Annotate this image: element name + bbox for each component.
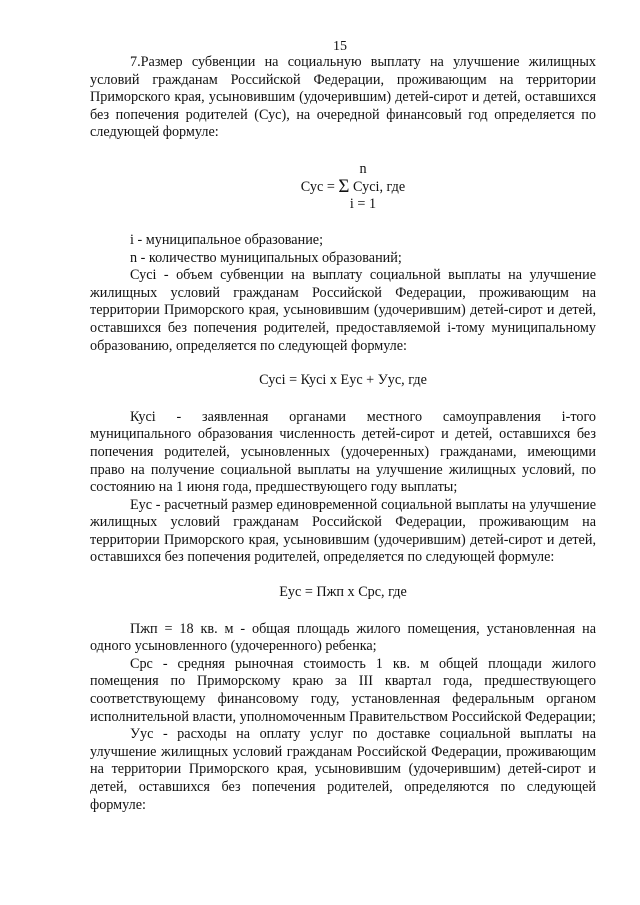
page-number: 15 (333, 39, 347, 54)
sum-formula-left: Сус = (300, 178, 335, 195)
sum-formula-right: Сусi, где (353, 178, 406, 195)
definition-item: Кусi - заявленная органами местного самоуправления i-того муниципального образования численность детей-сирот и детей, оставшихся без попечения родителей, усыновленных (удочеренных) гражданами, имеющими право на получение социальной выплаты на улучшение жилищных условий, по состоянию на 1 июня года, предшествующего году выплаты; (90, 408, 596, 496)
definition-item: Срс - средняя рыночная стоимость 1 кв. м общей площади жилого помещения по Приморскому краю за III квартал года, предшествующего соответствующему финансовому году, установленная федеральным органом исполнительной власти, уполномоченным Правительством Российской Федерации; (90, 655, 596, 725)
sigma-symbol: Σ (338, 175, 350, 197)
definition-item: Еус - расчетный размер единовременной социальной выплаты на улучшение жилищных условий гражданам Российской Федерации, проживающим на территории Приморского края, усыновившим (удочерившим) детей-сирот и детей, оставшихся без попечения родителей, определяется по следующей формуле: (90, 496, 596, 566)
definitions-list-1 (90, 232, 596, 355)
intro-paragraph: 7.Размер субвенции на социальную выплату на улучшение жилищных условий гражданам Российской Федерации, проживающим на территории Приморского края, усыновившим (удочерившим) детей-сирот и детей, оставшихся без попечения родителей (Сус), на очередной финансовый год определяется по следующей формуле: (90, 54, 596, 141)
definitions-list-2 (90, 409, 596, 567)
document-body (90, 54, 596, 814)
sum-upper-limit: n (359, 160, 367, 177)
definition-item: Пжп = 18 кв. м - общая площадь жилого помещения, установленная на одного усыновленного (удочеренного) ребенка; (90, 620, 596, 655)
definition-item: i - муниципальное образование; (130, 231, 324, 248)
sum-formula-line (110, 175, 596, 197)
definition-item: n - количество муниципальных образований; (130, 249, 402, 266)
formula-eus: Еус = Пжп х Срс, где (279, 584, 407, 601)
definitions-list-3 (90, 621, 596, 815)
sum-formula (90, 161, 596, 213)
sum-lower-limit: i = 1 (349, 195, 377, 212)
formula-susi: Сусi = Кусi х Еус + Уус, где (259, 372, 427, 389)
definition-item: Уус - расходы на оплату услуг по доставке социальной выплаты на улучшение жилищных условий гражданам Российской Федерации, проживающим на территории Приморского края, усыновившим (удочерившим) детей-сирот и детей, оставшихся без попечения родителей, определяются по следующей формуле: (90, 726, 596, 813)
definition-item: Сусi - объем субвенции на выплату социальной выплаты на улучшение жилищных условий гражданам Российской Федерации, проживающим на территории Приморского края, усыновившим (удочерившим) детей-сирот и детей, оставшихся без попечения родителей, предоставляемой i-тому муниципальному образованию, определяется по следующей формуле: (90, 267, 596, 354)
